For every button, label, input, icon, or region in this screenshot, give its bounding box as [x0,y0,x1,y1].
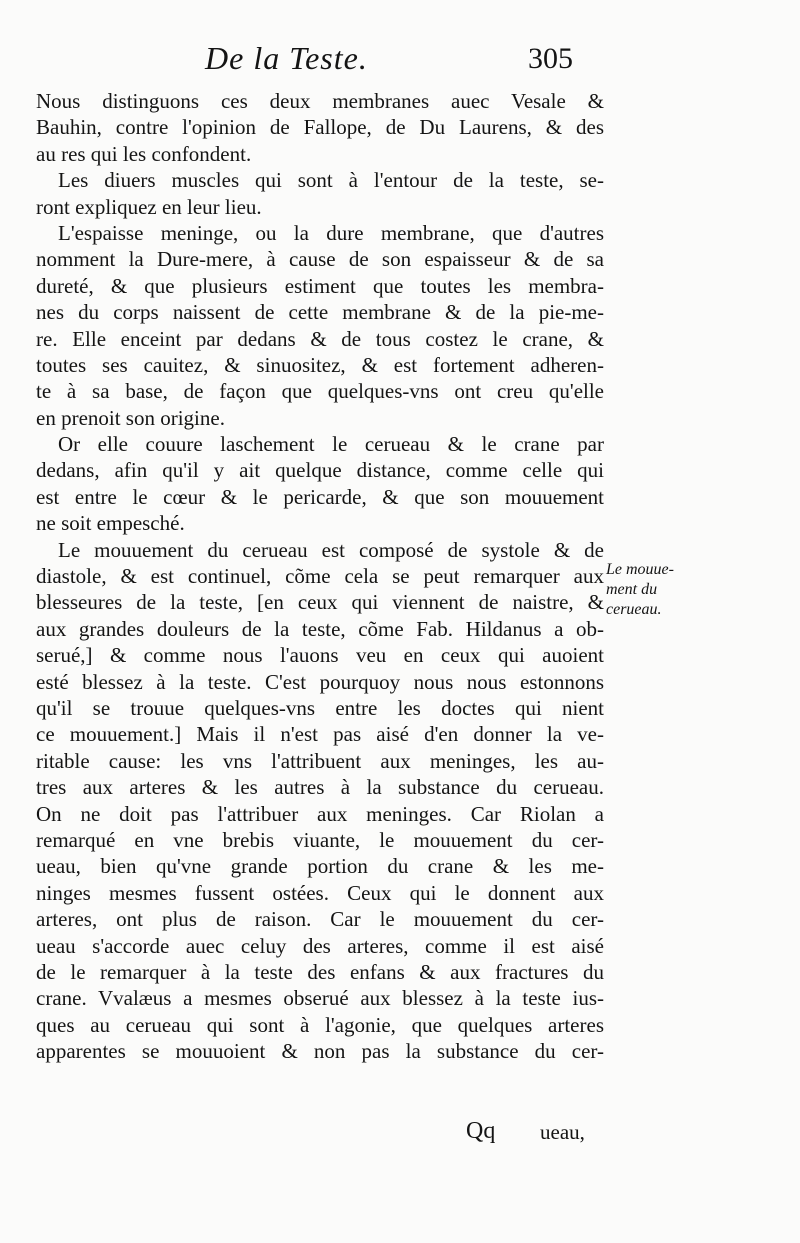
running-head: De la Teste. [205,40,368,76]
text-line: diastole, & est continuel, cõme cela se peut remarquer aux [36,564,604,589]
text-line: ueau, bien qu'vne grande portion du crane & les me- [36,854,604,879]
text-line: L'espaisse meninge, ou la dure membrane, que d'autres [58,220,604,245]
text-line: te à sa base, de façon que quelques-vns ont creu qu'elle [36,379,604,404]
text-line: dedans, afin qu'il y ait quelque distance, comme celle qui [36,458,604,483]
text-line: ront expliquez en leur lieu. [36,194,262,219]
catchword: ueau, [540,1120,585,1144]
text-line: re. Elle enceint par dedans & de tous costez le crane, & [36,326,604,351]
text-line: est entre le cœur & le pericarde, & que son mouuement [36,484,604,509]
signature-mark: Qq [466,1118,496,1144]
text-line: ques au cerueau qui sont à l'agonie, que quelques arteres [36,1012,604,1037]
text-line: de le remarquer à la teste des enfans & aux fractures du [36,959,604,984]
text-line: en prenoit son origine. [36,405,225,430]
text-line: ninges mesmes fussent ostées. Ceux qui le donnent aux [36,880,604,905]
text-line: arteres, ont plus de raison. Car le mouuement du cer- [36,907,604,932]
text-line: remarqué en vne brebis viuante, le mouuement du cer- [36,827,604,852]
text-line: tres aux arteres & les autres à la substance du cerueau. [36,775,604,800]
text-line: Nous distinguons ces deux membranes auec Vesale & [36,89,604,113]
marginal-note-line: cerueau. [606,601,662,618]
text-line: ueau s'accorde auec celuy des arteres, comme il est aisé [36,933,604,958]
text-line: toutes ses cauitez, & sinuositez, & est fortement adheren- [36,352,604,377]
marginal-note [606,560,696,620]
text-line: ne soit empesché. [36,511,185,536]
text-line: Les diuers muscles qui sont à l'entour de la teste, se- [58,168,604,193]
text-line: ce mouuement.] Mais il n'est pas aisé d'en donner la ve- [36,722,604,747]
marginal-note-line: ment du [606,581,658,598]
text-line: crane. Vvalæus a mesmes obserué aux blessez à la teste ius- [36,986,604,1011]
text-line: Bauhin, contre l'opinion de Fallope, de Du Laurens, & des [36,115,604,140]
text-line: dureté, & que plusieurs estiment que toutes les membra- [36,273,604,298]
text-line: Le mouuement du cerueau est composé de systole & de [58,537,604,562]
text-line: nes du corps naissent de cette membrane & de la pie-me- [36,300,604,325]
text-line: apparentes se mouuoient & non pas la substance du cer- [36,1039,604,1064]
text-line: On ne doit pas l'attribuer aux meninges. Car Riolan a [36,801,604,826]
text-line: esté blessez à la teste. C'est pourquoy nous nous estonnons [36,669,604,694]
text-line: serué,] & comme nous l'auons veu en ceux qui auoient [36,643,604,668]
text-line: ritable cause: les vns l'attribuent aux meninges, les au- [36,748,604,773]
text-line: Or elle couure laschement le cerueau & le crane par [58,432,604,457]
page-number: 305 [528,42,573,75]
text-line: nomment la Dure-mere, à cause de son espaisseur & de sa [36,247,604,272]
text-line: qu'il se trouue quelques-vns entre les doctes qui nient [36,695,604,720]
text-line: au res qui les confondent. [36,141,252,166]
body-text [36,88,604,1064]
text-line: aux grandes douleurs de la teste, cõme Fab. Hildanus a ob- [36,616,604,641]
marginal-note-line: Le mouue- [606,561,674,578]
text-line: blesseures de la teste, [en ceux qui viennent de naistre, & [36,590,604,615]
